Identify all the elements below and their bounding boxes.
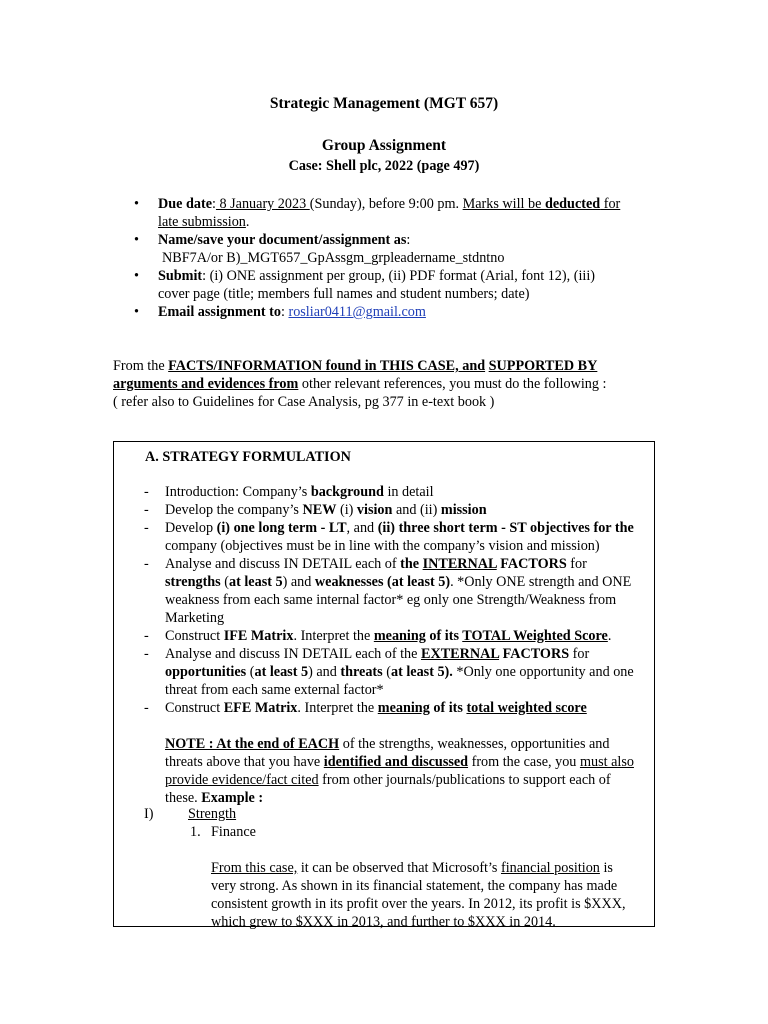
bullet-icon: • (134, 268, 139, 284)
filename-label: Name/save your document/assignment as (158, 232, 407, 248)
dash-marker: - (144, 556, 149, 572)
item-introduction: Introduction: Company’s background in detail (165, 484, 434, 500)
intro-supported: SUPPORTED BY (488, 358, 598, 374)
document-title: Strategic Management (MGT 657) (269, 95, 499, 112)
submit-item (134, 267, 678, 303)
requirements-list (134, 195, 678, 321)
filename-colon: : (406, 232, 411, 248)
late-dot: . (245, 214, 250, 230)
intro-line2-rest: other relevant references, you must do the following : (298, 376, 607, 392)
note-label: NOTE : At the end of EACH (165, 736, 340, 752)
email-colon: : (280, 304, 289, 320)
submit-line2: cover page (title; members full names and student numbers; date) (158, 286, 530, 302)
dash-marker: - (144, 520, 149, 536)
email-label: Email assignment to (158, 304, 281, 320)
due-date-value: 8 January 2023 (215, 196, 310, 212)
item-vision-mission: Develop the company’s NEW (i) vision and (ii) mission (165, 502, 487, 518)
item-objectives: Develop (i) one long term - LT, and (ii) three short term - ST objectives for the company (objectives must be in line with the company’s vision and mission) (165, 520, 634, 554)
intro-line3: ( refer also to Guidelines for Case Analysis, pg 377 in e-text book ) (113, 394, 495, 410)
due-date-rest: (Sunday), before 9:00 pm. (309, 196, 463, 212)
strength-heading: Strength (188, 806, 237, 822)
section-heading: A. STRATEGY FORMULATION (145, 449, 351, 465)
intro-from: From the (113, 358, 169, 374)
item-efe-matrix: Construct EFE Matrix. Interpret the meaning of its total weighted score (165, 700, 587, 716)
case-title: Case: Shell plc, 2022 (page 497) (288, 158, 480, 174)
due-colon: : (212, 196, 216, 212)
dash-marker: - (144, 484, 149, 500)
note-paragraph: NOTE : At the end of EACH of the strengths, weaknesses, opportunities and threats above that you have identified and discussed from the case, you must also provide evidence/fact cited from other journals/publications to support each of these. Example : (165, 736, 634, 806)
intro-args: arguments and evidences from (113, 376, 299, 392)
roman-marker: I) (144, 806, 154, 822)
dash-marker: - (144, 628, 149, 644)
finance-heading: Finance (211, 824, 256, 840)
late-submission-text: late submission (158, 214, 246, 230)
intro-facts: FACTS/INFORMATION found in THIS CASE, and (168, 358, 486, 374)
due-date-label: Due date (158, 196, 212, 212)
assignment-title: Group Assignment (321, 137, 447, 154)
bullet-icon: • (134, 196, 139, 212)
bullet-icon: • (134, 304, 139, 320)
example-paragraph: From this case, it can be observed that Microsoft’s financial position is very strong. As shown in its financial statement, the company has made consistent growth in its profit over the years. In 2012, its profit is $XXX, which grew to $XXX in 2013, and further to $XXX in 2014. (211, 860, 626, 930)
intro-paragraph (113, 357, 673, 411)
item-internal-factors: Analyse and discuss IN DETAIL each of the INTERNAL FACTORS for strengths (at least 5) and weaknesses (at least 5). *Only ONE strength and ONE weakness from each same internal factor* eg only one Strength/Weakness from Marketing (165, 556, 632, 626)
submit-line1: : (i) ONE assignment per group, (ii) PDF format (Arial, font 12), (iii) (202, 268, 595, 284)
submit-label: Submit (158, 268, 203, 284)
dash-marker: - (144, 700, 149, 716)
email-link[interactable]: rosliar0411@gmail.com (288, 304, 426, 320)
dash-marker: - (144, 502, 149, 518)
item-ife-matrix: Construct IFE Matrix. Interpret the meaning of its TOTAL Weighted Score. (165, 628, 612, 644)
filename-value: NBF7A/or B)_MGT657_GpAssgm_grpleadername_stdntno (162, 250, 505, 266)
filename-item (134, 231, 678, 267)
marks-note: Marks will be deducted for (462, 196, 621, 212)
dash-marker: - (144, 646, 149, 662)
email-item (134, 303, 678, 321)
due-date-item (134, 195, 678, 231)
bullet-icon: • (134, 232, 139, 248)
item-external-factors: Analyse and discuss IN DETAIL each of the EXTERNAL FACTORS for opportunities (at least 5) and threats (at least 5). *Only one opportunity and one threat from each same external factor* (165, 646, 634, 698)
number-marker: 1. (190, 824, 201, 840)
